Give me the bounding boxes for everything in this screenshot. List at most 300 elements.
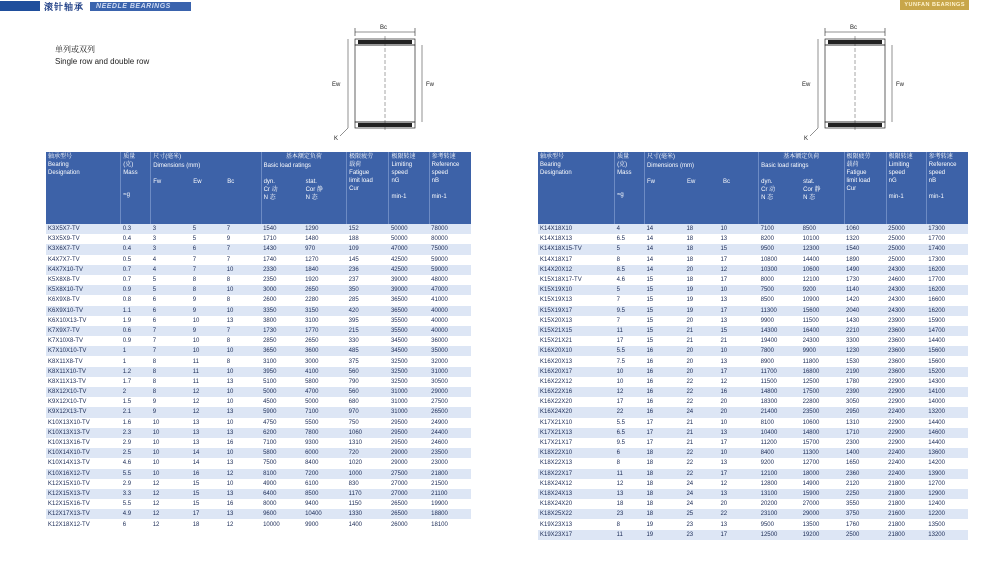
cell-reference: 32000 — [429, 356, 471, 366]
cell-reference: 14700 — [926, 326, 968, 336]
cell-mass: 9.5 — [615, 306, 645, 316]
cell-designation: K16X20X10 — [538, 346, 615, 356]
cell-designation: K8X11X13-TV — [46, 377, 121, 387]
cell-dimensions — [151, 326, 261, 336]
cell-reference: 15900 — [926, 316, 968, 326]
cell-value: 14800 — [802, 429, 820, 436]
cell-ratings — [759, 407, 844, 417]
cell-dimensions — [151, 367, 261, 377]
cell-designation: K3X6X7-TV — [46, 244, 121, 254]
cell-reference: 16200 — [926, 265, 968, 275]
cell-mass: 0.4 — [121, 244, 151, 254]
cell-fatigue: 145 — [347, 255, 389, 265]
cell-value: 10 — [152, 429, 160, 436]
cell-value: 10800 — [760, 256, 778, 263]
cell-value: 6000 — [305, 450, 319, 457]
cell-value: 10 — [226, 307, 234, 314]
cell-dimensions — [151, 458, 261, 468]
cell-value: 4900 — [263, 480, 277, 487]
cell-value: 10 — [720, 450, 728, 457]
cell-value: 4 — [152, 266, 157, 273]
section-label-en: Single row and double row — [55, 57, 150, 66]
col-reference: 参考转速 Reference speed nB min-1 — [429, 152, 471, 224]
cell-value: 16 — [192, 470, 200, 477]
table-row — [538, 367, 968, 377]
cell-ratings — [261, 224, 347, 234]
cell-value: 10 — [226, 368, 234, 375]
cell-designation: K16X22X20 — [538, 397, 615, 407]
cell-value: 15 — [646, 317, 654, 324]
cell-value: 25 — [686, 511, 694, 518]
cell-value: 13 — [720, 490, 728, 497]
cell-limiting: 25000 — [886, 255, 926, 265]
cell-value: 13 — [720, 236, 728, 243]
cell-value: 16 — [646, 399, 654, 406]
cell-designation: K3X5X7-TV — [46, 224, 121, 234]
cell-ratings — [261, 479, 347, 489]
cell-value: 16 — [646, 368, 654, 375]
bc-label-left: Bc — [380, 25, 388, 31]
cell-reference: 31000 — [429, 367, 471, 377]
cell-value: 12 — [720, 266, 728, 273]
cell-designation: K7X10X8-TV — [46, 336, 121, 346]
cell-value: 8000 — [760, 277, 774, 284]
cell-reference: 24600 — [429, 438, 471, 448]
cell-value: 10 — [226, 266, 234, 273]
cell-value: 9400 — [305, 501, 319, 508]
cell-reference: 21100 — [429, 489, 471, 499]
cell-value: 24 — [686, 501, 694, 508]
cell-limiting: 25000 — [886, 234, 926, 244]
cell-value: 16 — [646, 378, 654, 385]
cell-value: 18000 — [802, 470, 820, 477]
cell-mass: 8 — [615, 255, 645, 265]
cell-designation: K10X13X10-TV — [46, 418, 121, 428]
cell-value: 1540 — [263, 226, 277, 233]
cell-value: 7100 — [760, 226, 774, 233]
cell-value: 12 — [152, 490, 160, 497]
cell-mass: 5 — [615, 285, 645, 295]
cell-reference: 14400 — [926, 438, 968, 448]
cell-value: 17 — [646, 429, 654, 436]
cell-limiting: 39000 — [389, 275, 429, 285]
cell-reference: 13900 — [926, 469, 968, 479]
cell-value: 5000 — [305, 399, 319, 406]
cell-value: 15 — [646, 287, 654, 294]
cell-value: 3600 — [305, 348, 319, 355]
cell-value: 8000 — [263, 501, 277, 508]
cell-value: 20 — [686, 368, 694, 375]
table-row — [538, 469, 968, 479]
cell-value: 14 — [646, 226, 654, 233]
cell-value: 13 — [192, 419, 200, 426]
cell-limiting: 29000 — [389, 448, 429, 458]
cell-mass: 1.7 — [121, 377, 151, 387]
cell-value: 14 — [192, 450, 200, 457]
cell-limiting: 22900 — [886, 438, 926, 448]
cell-mass: 2.3 — [121, 428, 151, 438]
cell-value: 4700 — [305, 389, 319, 396]
cell-ratings — [261, 367, 347, 377]
cell-value: 10 — [720, 226, 728, 233]
cell-limiting: 39000 — [389, 285, 429, 295]
cell-limiting: 21800 — [886, 489, 926, 499]
cell-value: 16400 — [802, 327, 820, 334]
cell-value: 7 — [192, 266, 197, 273]
cell-reference: 75000 — [429, 244, 471, 254]
cell-value: 2650 — [305, 287, 319, 294]
cell-limiting: 50000 — [389, 224, 429, 234]
cell-value: 17 — [646, 440, 654, 447]
cell-ratings — [261, 387, 347, 397]
cell-reference: 13200 — [926, 407, 968, 417]
cell-designation: K10X14X10-TV — [46, 448, 121, 458]
cell-ratings — [759, 255, 844, 265]
table-row — [538, 499, 968, 509]
col-designation: 轴承型号 Bearing Designation — [538, 152, 615, 224]
cell-value: 970 — [305, 246, 316, 253]
table-row — [538, 224, 968, 234]
cell-fatigue: 1890 — [844, 255, 886, 265]
cell-fatigue: 1150 — [347, 499, 389, 509]
cell-fatigue: 560 — [347, 367, 389, 377]
cell-limiting: 22400 — [886, 458, 926, 468]
cell-value: 12 — [152, 511, 160, 518]
table-row — [46, 489, 471, 499]
cell-designation: K15X18X17-TV — [538, 275, 615, 285]
ew-label-left: Ew — [332, 82, 341, 88]
cell-value: 15 — [192, 501, 200, 508]
cell-reference: 14200 — [926, 458, 968, 468]
cell-dimensions — [151, 234, 261, 244]
bearing-diagram-right — [800, 22, 910, 142]
table-row — [538, 458, 968, 468]
col-stat: stat. Cor 静 N 态 — [803, 179, 821, 201]
cell-value: 2280 — [305, 297, 319, 304]
cell-value: 5100 — [263, 378, 277, 385]
cell-value: 15700 — [802, 440, 820, 447]
cell-ratings — [261, 377, 347, 387]
cell-fatigue: 109 — [347, 244, 389, 254]
cell-value: 29000 — [802, 511, 820, 518]
cell-fatigue: 1540 — [844, 244, 886, 254]
cell-value: 16 — [646, 409, 654, 416]
cell-ratings — [759, 438, 844, 448]
cell-ratings — [759, 367, 844, 377]
bearing-diagram-left — [330, 22, 440, 142]
cell-ratings — [261, 265, 347, 275]
cell-reference: 59000 — [429, 265, 471, 275]
cell-limiting: 22900 — [886, 377, 926, 387]
cell-designation: K18X22X10 — [538, 448, 615, 458]
cell-fatigue: 1320 — [844, 234, 886, 244]
cell-dimensions — [644, 530, 758, 540]
cell-dimensions — [644, 356, 758, 366]
cell-value: 18 — [646, 490, 654, 497]
cell-mass: 17 — [615, 397, 645, 407]
cell-ratings — [759, 489, 844, 499]
cell-mass: 11 — [615, 469, 645, 479]
cell-value: 10 — [226, 399, 234, 406]
cell-ratings — [759, 234, 844, 244]
cell-value: 6 — [152, 297, 157, 304]
cell-value: 20 — [686, 348, 694, 355]
cell-fatigue: 2190 — [844, 367, 886, 377]
cell-fatigue: 560 — [347, 387, 389, 397]
cell-limiting: 29000 — [389, 458, 429, 468]
cell-value: 21 — [720, 338, 728, 345]
col-bc: Bc — [722, 179, 730, 185]
table-row — [538, 377, 968, 387]
col-bc: Bc — [227, 179, 235, 185]
cell-value: 13 — [720, 297, 728, 304]
cell-dimensions — [644, 316, 758, 326]
cell-reference: 24900 — [429, 418, 471, 428]
cell-fatigue: 720 — [347, 448, 389, 458]
col-reference: 参考转速 Reference speed nB min-1 — [926, 152, 968, 224]
cell-value: 17 — [720, 368, 728, 375]
cell-value: 10 — [720, 348, 728, 355]
cell-designation: K12X15X16-TV — [46, 499, 121, 509]
cell-value: 10300 — [760, 266, 778, 273]
cell-mass: 22 — [615, 407, 645, 417]
cell-value: 14400 — [802, 256, 820, 263]
cell-value: 12 — [192, 409, 200, 416]
cell-value: 1430 — [263, 246, 277, 253]
cell-limiting: 34500 — [389, 336, 429, 346]
cell-reference: 14300 — [926, 377, 968, 387]
cell-value: 4750 — [263, 419, 277, 426]
cell-fatigue: 285 — [347, 295, 389, 305]
cell-fatigue: 830 — [347, 479, 389, 489]
cell-designation: K7X10X10-TV — [46, 346, 121, 356]
table-row — [46, 448, 471, 458]
cell-dimensions — [151, 244, 261, 254]
cell-ratings — [261, 418, 347, 428]
table-row — [538, 448, 968, 458]
cell-designation: K14X18X17 — [538, 255, 615, 265]
cell-value: 21 — [686, 327, 694, 334]
cell-value: 5000 — [263, 389, 277, 396]
cell-limiting: 22400 — [886, 407, 926, 417]
cell-dimensions — [151, 377, 261, 387]
table-row — [538, 326, 968, 336]
cell-ratings — [261, 234, 347, 244]
cell-dimensions — [151, 448, 261, 458]
cell-value: 4 — [152, 256, 157, 263]
cell-value: 8 — [226, 338, 231, 345]
cell-mass: 0.6 — [121, 326, 151, 336]
cell-ratings — [759, 265, 844, 275]
cell-ratings — [759, 316, 844, 326]
cell-ratings — [759, 275, 844, 285]
cell-value: 1920 — [305, 277, 319, 284]
cell-fatigue: 2210 — [844, 326, 886, 336]
cell-fatigue: 2950 — [844, 407, 886, 417]
cell-limiting: 24300 — [886, 265, 926, 275]
cell-limiting: 36500 — [389, 306, 429, 316]
cell-dimensions — [644, 438, 758, 448]
cell-value: 9600 — [263, 511, 277, 518]
cell-value: 18 — [686, 226, 694, 233]
cell-limiting: 22900 — [886, 397, 926, 407]
cell-ratings — [261, 336, 347, 346]
cell-dimensions — [151, 255, 261, 265]
cell-value: 23100 — [760, 511, 778, 518]
table-row — [538, 265, 968, 275]
cell-reference: 12400 — [926, 499, 968, 509]
cell-dimensions — [151, 489, 261, 499]
cell-mass: 5.5 — [615, 346, 645, 356]
cell-value: 12 — [720, 378, 728, 385]
cell-designation: K15X20X13 — [538, 316, 615, 326]
cell-ratings — [261, 428, 347, 438]
cell-value: 9900 — [305, 521, 319, 528]
cell-fatigue: 1330 — [347, 509, 389, 519]
cell-limiting: 23600 — [886, 326, 926, 336]
table-row — [46, 356, 471, 366]
cell-dimensions — [151, 499, 261, 509]
cell-fatigue: 1310 — [347, 438, 389, 448]
cell-value: 11200 — [760, 440, 777, 447]
k-label-left: K — [334, 136, 339, 142]
cell-dimensions — [151, 336, 261, 346]
cell-designation: K17X21X10 — [538, 418, 615, 428]
cell-dimensions — [644, 489, 758, 499]
cell-reference: 14400 — [926, 418, 968, 428]
cell-limiting: 31000 — [389, 387, 429, 397]
cell-reference: 59000 — [429, 255, 471, 265]
cell-value: 7 — [226, 327, 231, 334]
cell-value: 18 — [686, 256, 694, 263]
cell-ratings — [759, 306, 844, 316]
cell-limiting: 23900 — [886, 316, 926, 326]
cell-limiting: 22900 — [886, 418, 926, 428]
cell-ratings — [759, 387, 844, 397]
cell-dimensions — [644, 285, 758, 295]
cell-dimensions — [151, 519, 261, 529]
cell-ratings — [759, 469, 844, 479]
cell-dimensions — [151, 224, 261, 234]
cell-value: 15 — [720, 246, 728, 253]
cell-value: 8400 — [305, 460, 319, 467]
cell-dimensions — [151, 469, 261, 479]
table-row — [46, 397, 471, 407]
cell-mass: 4.6 — [121, 458, 151, 468]
cell-value: 1290 — [305, 226, 319, 233]
cell-mass: 5.5 — [121, 499, 151, 509]
cell-fatigue: 1490 — [844, 265, 886, 275]
cell-designation: K9X12X10-TV — [46, 397, 121, 407]
cell-value: 10 — [226, 389, 234, 396]
cell-value: 1270 — [305, 256, 319, 263]
cell-fatigue: 3550 — [844, 499, 886, 509]
table-row — [46, 519, 471, 529]
header-bar — [0, 0, 985, 12]
table-row — [538, 530, 968, 540]
cell-designation: K14X18X10 — [538, 224, 615, 234]
cell-ratings — [759, 448, 844, 458]
cell-value: 21 — [686, 338, 694, 345]
cell-fatigue: 1710 — [844, 428, 886, 438]
cell-value: 2350 — [263, 277, 277, 284]
cell-fatigue: 1000 — [347, 469, 389, 479]
cell-value: 9200 — [802, 287, 816, 294]
cell-value: 21 — [686, 440, 694, 447]
cell-value: 7800 — [305, 429, 319, 436]
cell-value: 9900 — [760, 317, 774, 324]
cell-value: 5 — [152, 287, 157, 294]
cell-mass: 7.5 — [615, 356, 645, 366]
cell-dimensions — [644, 306, 758, 316]
cell-mass: 3.3 — [121, 489, 151, 499]
cell-value: 19 — [646, 521, 654, 528]
table-row — [46, 336, 471, 346]
cell-value: 12 — [192, 389, 200, 396]
cell-fatigue: 2390 — [844, 387, 886, 397]
cell-value: 5900 — [263, 409, 277, 416]
cell-value: 19 — [686, 287, 694, 294]
cell-dimensions — [151, 316, 261, 326]
cell-fatigue: 1060 — [844, 224, 886, 234]
table-row — [46, 224, 471, 234]
cell-fatigue: 1400 — [844, 448, 886, 458]
cell-designation: K17X21X13 — [538, 428, 615, 438]
cell-designation: K15X19X17 — [538, 306, 615, 316]
cell-value: 15 — [646, 327, 654, 334]
cell-designation: K16X20X13 — [538, 356, 615, 366]
cell-value: 8400 — [760, 450, 774, 457]
cell-mass: 2.9 — [121, 479, 151, 489]
cell-value: 9 — [226, 236, 231, 243]
cell-ratings — [261, 448, 347, 458]
cell-mass: 7 — [615, 295, 645, 305]
table-row — [46, 428, 471, 438]
col-ew: Ew — [686, 179, 696, 185]
cell-designation: K8X12X10-TV — [46, 387, 121, 397]
spec-table-left — [46, 152, 471, 530]
cell-mass: 0.7 — [121, 275, 151, 285]
cell-fatigue: 420 — [347, 306, 389, 316]
cell-value: 16 — [646, 358, 654, 365]
cell-fatigue: 750 — [347, 418, 389, 428]
cell-ratings — [759, 519, 844, 529]
cell-designation: K18X22X13 — [538, 458, 615, 468]
cell-mass: 2 — [121, 387, 151, 397]
cell-value: 14 — [646, 256, 654, 263]
table-row — [538, 407, 968, 417]
cell-value: 21 — [686, 419, 694, 426]
cell-limiting: 21800 — [886, 519, 926, 529]
cell-value: 9300 — [305, 440, 319, 447]
cell-mass: 0.4 — [121, 234, 151, 244]
cell-value: 9 — [152, 409, 157, 416]
cell-value: 9 — [192, 297, 197, 304]
cell-mass: 13 — [615, 489, 645, 499]
cell-limiting: 26000 — [389, 519, 429, 529]
cell-dimensions — [644, 244, 758, 254]
cell-value: 18 — [192, 521, 200, 528]
cell-value: 22800 — [802, 399, 820, 406]
cell-ratings — [261, 285, 347, 295]
cell-designation: K3X5X9-TV — [46, 234, 121, 244]
table-row — [46, 407, 471, 417]
cell-designation: K15X21X21 — [538, 336, 615, 346]
cell-value: 7 — [226, 256, 231, 263]
cell-mass: 8 — [615, 458, 645, 468]
cell-dimensions — [644, 367, 758, 377]
cell-mass: 1.6 — [121, 418, 151, 428]
